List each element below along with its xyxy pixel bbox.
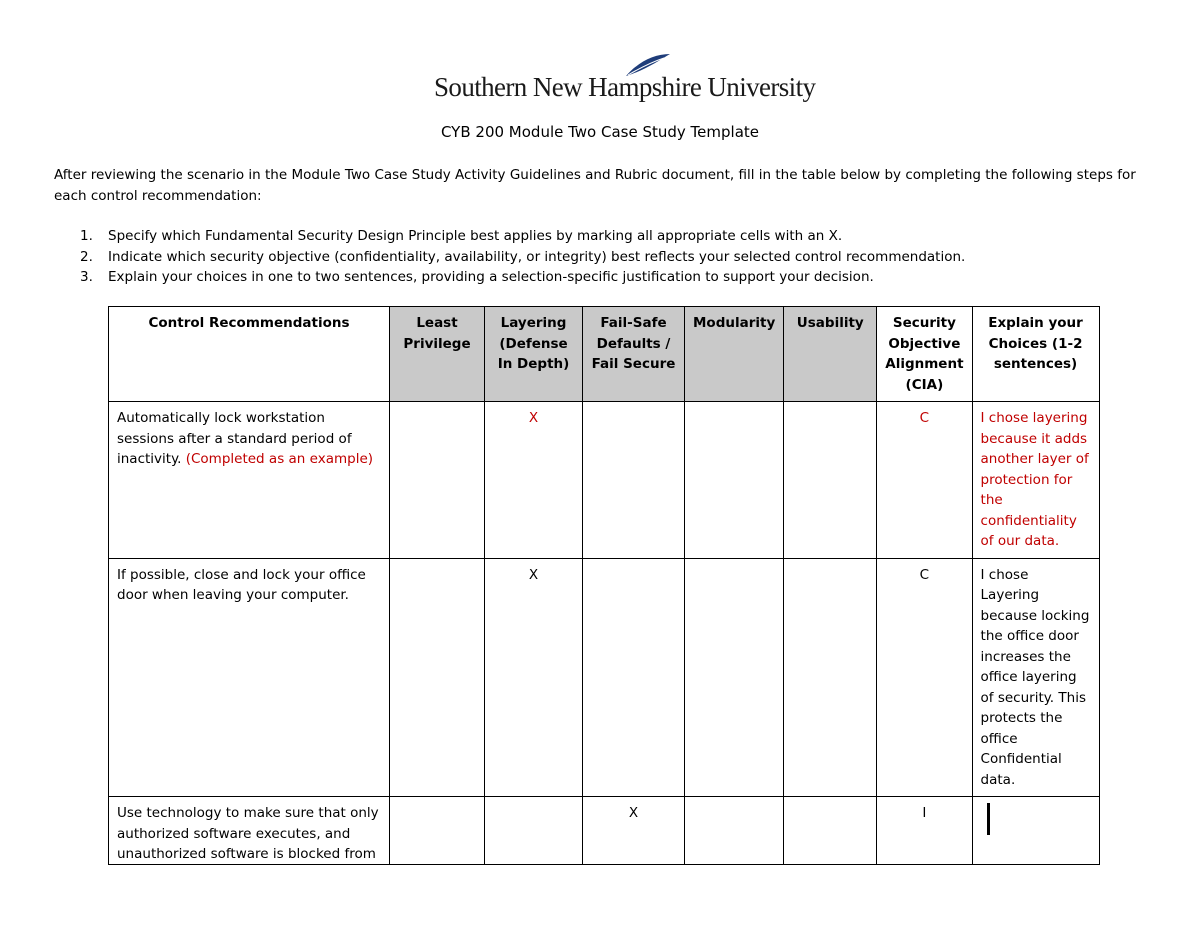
usability-cell[interactable] (784, 797, 877, 865)
layering-cell[interactable]: X (485, 558, 583, 797)
page-title: CYB 200 Module Two Case Study Template (440, 123, 760, 141)
table-header-row (109, 307, 1100, 402)
layering-cell[interactable] (485, 797, 583, 865)
list-item: 2. Indicate which security objective (confidentiality, availability, or integrity) best reflects your selected control recommendation. (80, 248, 966, 265)
header-least-privilege: Least Privilege (390, 307, 485, 402)
example-note: (Completed as an example) (185, 451, 374, 467)
least-cell[interactable] (390, 402, 485, 559)
table-row (109, 558, 1100, 797)
instruction-steps (54, 226, 1144, 288)
list-item: 3. Explain your choices in one to two sentences, providing a selection-specific justification to support your decision. (80, 269, 874, 285)
failsafe-cell[interactable]: X (583, 797, 685, 865)
failsafe-cell[interactable] (583, 402, 685, 559)
cia-cell[interactable]: C (877, 558, 972, 797)
table-row (109, 402, 1100, 559)
table-row (109, 797, 1100, 865)
header-usability: Usability (784, 307, 877, 402)
cia-cell[interactable]: I (877, 797, 972, 865)
least-cell[interactable] (390, 558, 485, 797)
usability-cell[interactable] (784, 402, 877, 559)
least-cell[interactable] (390, 797, 485, 865)
control-cell[interactable]: Automatically lock workstation sessions after a standard period of inactivity. (Completed as an example) (109, 402, 390, 559)
modularity-cell[interactable] (685, 558, 784, 797)
intro-paragraph: After reviewing the scenario in the Module Two Case Study Activity Guidelines and Rubric document, fill in the table below by completing the following steps for each control recommendation: (54, 167, 1136, 204)
control-cell[interactable]: Use technology to make sure that only authorized software executes, and unauthorized software is blocked from (109, 797, 390, 865)
explain-cell[interactable]: I chose Layering because locking the office door increases the office layering of security. This protects the office Confidential data. (972, 558, 1099, 797)
header-fail-safe: Fail-Safe Defaults / Fail Secure (583, 307, 685, 402)
header-explain: Explain your Choices (1-2 sentences) (972, 307, 1099, 402)
explain-cell[interactable]: I chose layering because it adds another layer of protection for the confidentiality of our data. (972, 402, 1099, 559)
header-cia: Security Objective Alignment (CIA) (877, 307, 972, 402)
header-modularity: Modularity (685, 307, 784, 402)
logo-text: Southern New Hampshire University (434, 72, 816, 102)
explain-cell[interactable] (972, 797, 1099, 865)
usability-cell[interactable] (784, 558, 877, 797)
list-item: 1. Specify which Fundamental Security Design Principle best applies by marking all appropriate cells with an X. (80, 228, 843, 244)
failsafe-cell[interactable] (583, 558, 685, 797)
cia-cell[interactable]: C (877, 402, 972, 559)
layering-cell[interactable]: X (485, 402, 583, 559)
university-logo (434, 52, 816, 108)
control-cell[interactable]: If possible, close and lock your office door when leaving your computer. (109, 558, 390, 797)
control-recommendations-table (108, 306, 1100, 865)
modularity-cell[interactable] (685, 797, 784, 865)
text-cursor (987, 803, 990, 835)
header-control: Control Recommendations (109, 307, 390, 402)
modularity-cell[interactable] (685, 402, 784, 559)
header-layering: Layering (Defense In Depth) (485, 307, 583, 402)
